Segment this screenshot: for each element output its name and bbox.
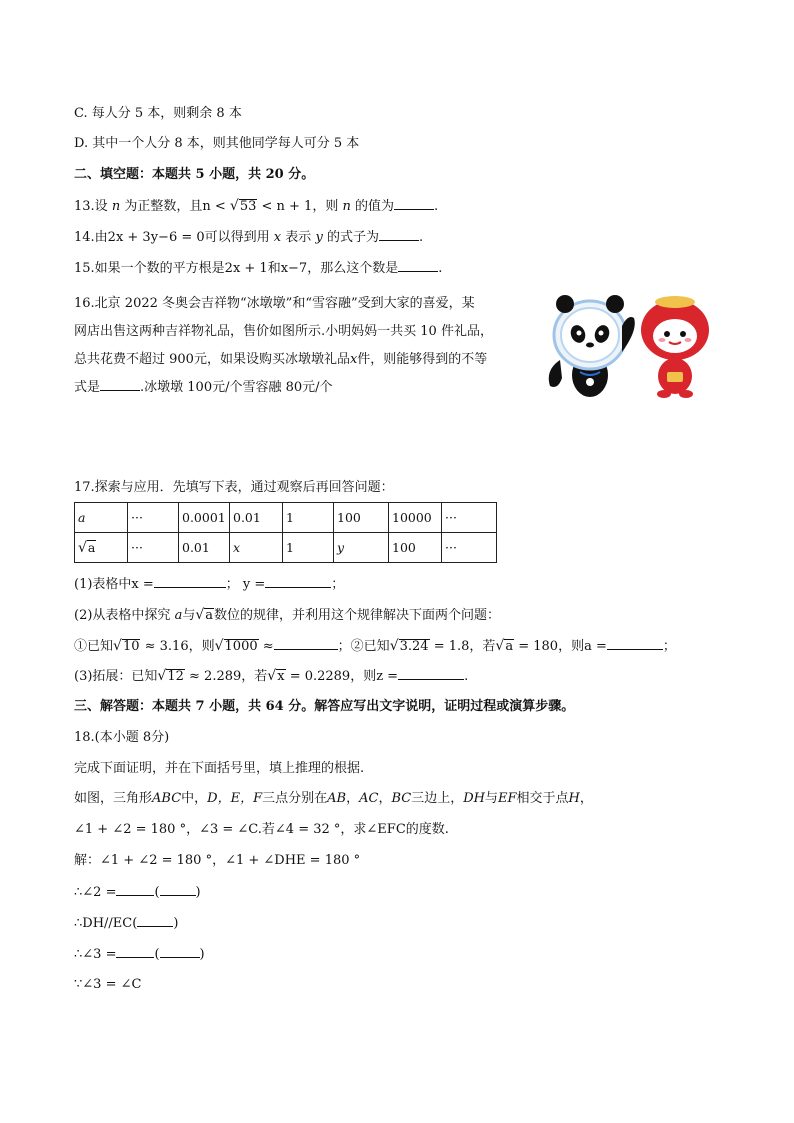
q15-end: . [438,261,443,276]
q18-fig-c: 三点分别在 [262,791,328,806]
q18-step-2 [74,914,178,933]
table-cell: 0.0001 [179,503,230,533]
table-sqrt-a: a [87,539,96,555]
table-cell: 0.01 [230,503,283,533]
section-3-header: 三、解答题：本题共 7 小题，共 64 分。解答应写出文字说明，证明过程或演算步骤。 [74,699,575,714]
q18-dh: DH [463,791,485,806]
q16-line-3 [74,346,526,374]
q18-abc: ABC [152,791,182,806]
q16-line-4b: .冰墩墩 100元/个雪容融 80元/个 [140,380,333,395]
q18-s2-a: ∴DH//EC( [74,916,138,931]
q17-p3-b: ≈ 2.289，若 [189,669,268,684]
q18-h: H [568,791,580,806]
q17-p2-radicand: a [205,608,214,623]
q18-fig-f: 三边上， [411,791,464,806]
table-row [75,503,497,533]
q18-s2-b: ) [173,916,179,931]
bing-dwen-dwen-mascot [549,295,635,397]
sqrt-icon: √ [267,668,277,684]
q17-radicand-a: a [505,639,514,654]
sqrt-icon: √ [195,607,205,623]
q17-radicand-12: 12 [167,669,184,684]
q14-end: . [418,230,424,245]
table-cell: y [334,533,389,563]
q13-end: . [434,199,439,214]
q17-x-blank[interactable] [154,575,226,588]
q16-line-2: 网店出售这两种吉祥物礼品，售价如图所示.小明妈妈一共买 10 件礼品， [74,324,493,339]
q17-p3-a: (3)拓展：已知 [74,669,158,684]
q18-instructions: 完成下面证明，并在下面括号里，填上推理的根据. [74,761,365,776]
table-cell: 1 [283,503,334,533]
table-cell: a [75,503,128,533]
q18-s3-reason-blank[interactable] [160,945,200,958]
q13-text-2: < n + 1，则 [261,199,339,214]
question-16 [74,290,526,402]
sqrt-icon: √ [229,198,239,214]
q18-fig-g: 与 [484,791,498,806]
sqrt-icon: √ [113,638,122,654]
q18-step-4: ∵∠3 = ∠C [74,977,142,992]
q14-var-y: y [315,230,323,245]
q17-sqrt1000-blank[interactable] [274,637,338,650]
q15-answer-blank[interactable] [398,259,438,272]
q17-p3-c: = 0.2289，则z = [289,669,399,684]
q17-y-blank[interactable] [265,575,331,588]
mascots-image [540,290,720,402]
table-cell [75,533,128,563]
table-cell: ··· [128,533,179,563]
sqrt-icon: √ [389,638,399,654]
option-c: C. 每人分 5 本，则剩余 8 本 [74,106,242,121]
q17-title: 17.探索与应用．先填写下表，通过观察后再回答问题： [74,480,394,495]
q14-text-2: 表示 [285,230,312,245]
q18-bc: BC [391,791,412,806]
q17-p2i-a: ①已知 [74,639,114,654]
q17-radicand-x: x [277,669,285,684]
q16-line-1: 16.北京 2022 冬奥会吉祥物“冰墩墩”和“雪容融”受到大家的喜爱，某 [74,296,475,311]
q16-line-3b: 件，则能够得到的不等 [357,352,488,367]
q16-line-4a: 式是 [74,380,101,395]
q17-p1-b: ； y = [225,577,266,592]
q14-answer-blank[interactable] [379,228,419,241]
q17-p2-var-a: a [174,608,183,623]
shuey-rhon-rhon-mascot [641,296,709,398]
sqrt-icon: √ [78,539,87,556]
q18-title: 18.(本小题 8分) [74,730,170,745]
q17-p2-a: (2)从表格中探究 [74,608,171,623]
q18-ac: AC [359,791,379,806]
q17-p2i-d: ；②已知 [337,639,390,654]
q14-var-x: x [273,230,282,245]
q14-text-3: 的式子为 [326,230,379,245]
question-14 [74,228,423,247]
table-cell: 1 [283,533,334,563]
q13-radicand: 53 [239,199,257,214]
q18-step-1 [74,883,201,902]
q17-radicand-10: 10 [122,639,140,654]
q18-s3-c: ) [199,947,205,962]
q18-fig-i: ， [579,791,593,806]
q17-p1-a: (1)表格中x = [74,577,154,592]
q18-figure-desc [74,790,593,808]
section-2-header: 二、填空题：本题共 5 小题，共 20 分。 [74,167,315,182]
table-cell: ··· [128,503,179,533]
q17-p2-c: 数位的规律，并利用这个规律解决下面两个问题： [214,608,501,623]
sqrt-icon: √ [214,638,224,654]
q18-fig-h: 相交于点 [516,791,569,806]
q18-solution-start: 解：∠1 + ∠2 = 180 °，∠1 + ∠DHE = 180 ° [74,853,361,868]
q18-s1-b: ( [154,885,160,900]
q17-part-2 [74,606,500,625]
q18-fig-d: ， [346,791,360,806]
table-cell: 100 [389,533,442,563]
q18-fig-a: 如图，三角形 [74,791,153,806]
q13-prefix: 13.设 [74,199,108,214]
q16-var-x: x [349,352,358,367]
q17-table [74,502,497,563]
q16-line-3a: 总共花费不超过 900元，如果设购买冰墩墩礼品 [74,352,350,367]
q18-s1-reason-blank[interactable] [160,883,196,896]
q17-radicand-324: 3.24 [399,639,429,654]
q17-p2i-e: = 1.8，若 [433,639,496,654]
table-cell: ··· [442,503,497,533]
table-cell: 10000 [389,503,442,533]
mascot-illustration [540,290,720,402]
q18-ab: AB [327,791,347,806]
q15-text: 15.如果一个数的平方根是2x + 1和x−7，那么这个数是 [74,261,399,276]
table-row [75,533,497,563]
q16-line-4 [74,374,526,402]
q17-p2i-c: ≈ [262,639,274,654]
sqrt-icon: √ [495,638,505,654]
q18-s1-blank[interactable] [116,883,154,896]
q18-s3-blank[interactable] [116,945,154,958]
q17-p3-end: . [464,669,469,684]
q13-var-n: n [111,199,121,214]
sqrt-icon: √ [157,668,167,684]
q18-ef: EF [498,791,517,806]
q18-fig-b: 中， [181,791,208,806]
q18-step-3 [74,945,205,964]
q18-fig-e: ， [378,791,392,806]
q14-text: 14.由2x + 3y−6 = 0可以得到用 [74,230,270,245]
q18-s3-a: ∴∠3 = [74,947,117,962]
q13-var-n-2: n [342,199,351,214]
table-cell: 100 [334,503,389,533]
q18-s3-b: ( [154,947,160,962]
table-cell: ··· [442,533,497,563]
q17-a-blank[interactable] [607,637,663,650]
q17-p2i-g: ； [662,639,676,654]
q17-part-3 [74,667,468,686]
table-cell: 0.01 [179,533,230,563]
q18-condition: ∠1 + ∠2 = 180 °，∠3 = ∠C.若∠4 = 32 °，求∠EFC的度数. [74,822,449,837]
q17-p1-c: ； [331,577,345,592]
q17-p2i-f: = 180，则a = [518,639,607,654]
q18-s2-reason-blank[interactable] [137,914,173,927]
q18-s1-a: ∴∠2 = [74,885,117,900]
q17-p2-b: 与 [182,608,196,623]
q18-def: D，E，F [207,791,263,806]
q17-part-2-i [74,637,676,656]
option-d: D. 其中一个人分 8 本，则其他同学每人可分 5 本 [74,136,360,151]
question-15 [74,259,442,278]
q17-radicand-1000: 1000 [224,639,258,654]
table-cell: x [230,533,283,563]
q13-answer-blank[interactable] [394,197,434,210]
question-13 [74,197,438,216]
q16-answer-blank[interactable] [100,378,140,391]
q17-p2i-b: ≈ 3.16，则 [144,639,215,654]
q13-text-3: 的值为 [354,199,394,214]
q18-s1-c: ) [195,885,201,900]
q13-text: 为正整数，且n < [124,199,226,214]
q17-part-1 [74,575,344,594]
q17-z-blank[interactable] [398,667,464,680]
